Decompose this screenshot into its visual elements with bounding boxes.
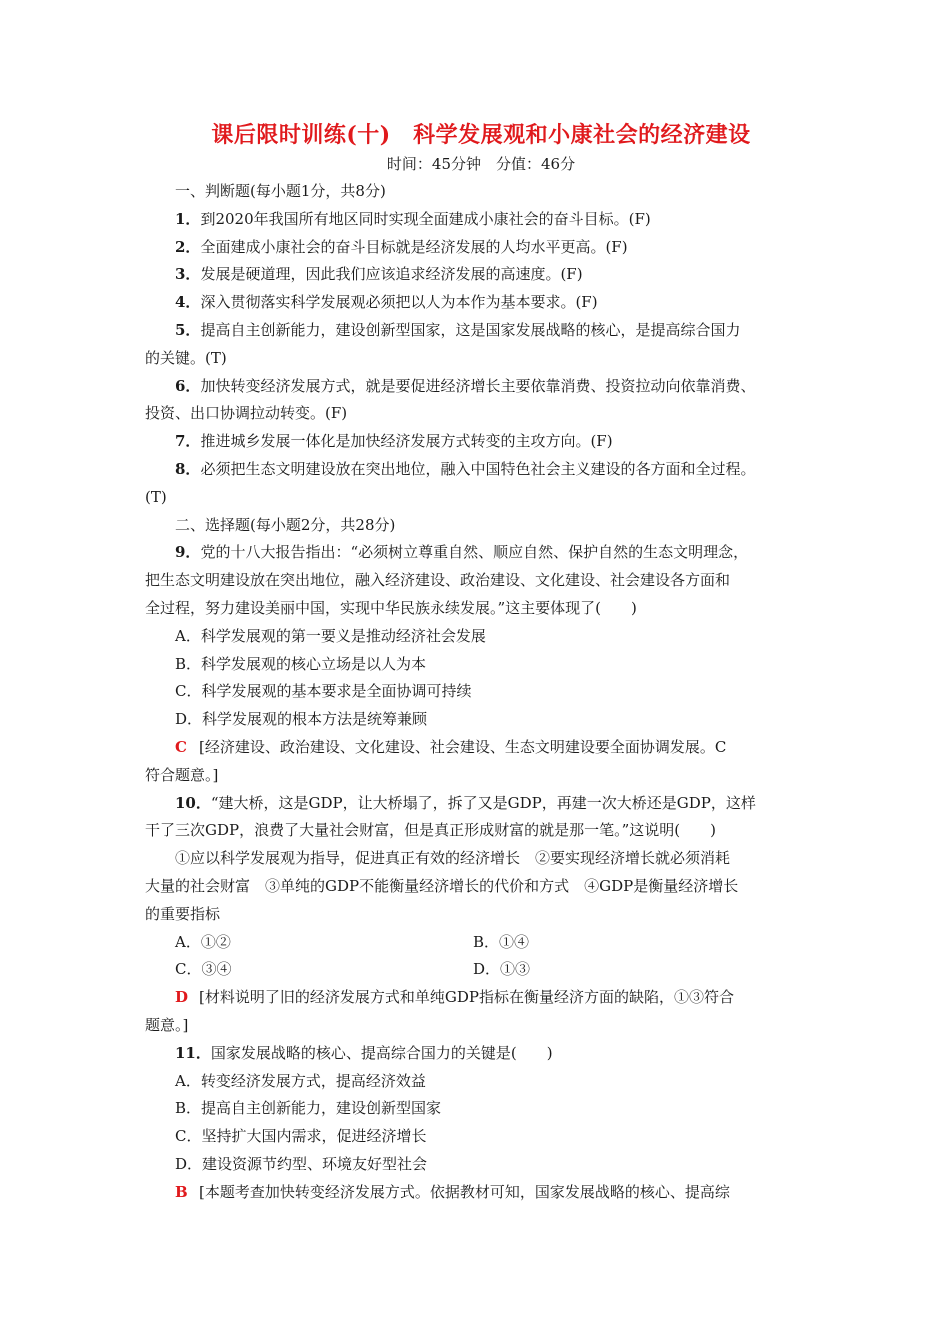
explanation-text: [本题考查加快转变经济发展方式。依据教材可知，国家发展战略的核心、提高综 — [199, 1182, 730, 1201]
tf-item — [145, 289, 817, 317]
option-c[interactable]: C．坚持扩大国内需求，促进经济增长 — [175, 1127, 427, 1146]
option-b[interactable]: B．科学发展观的核心立场是以人为本 — [175, 654, 427, 673]
option-c[interactable]: C．科学发展观的基本要求是全面协调可持续 — [175, 682, 472, 701]
line-text: 把生态文明建设放在突出地位，融入经济建设、政治建设、文化建设、社会建设各方面和 — [145, 571, 731, 590]
question-9-options — [145, 623, 817, 734]
option-c[interactable]: C．③④ — [175, 960, 232, 979]
line-text: 到2020年我国所有地区同时实现全面建成小康社会的奋斗目标。(F) — [200, 209, 651, 228]
question-10-options-row1 — [145, 929, 817, 957]
true-false-list — [145, 206, 817, 512]
question-10-answer — [145, 984, 817, 1040]
tf-item — [145, 428, 817, 456]
explanation-text: [经济建设、政治建设、文化建设、社会建设、生态文明建设要全面协调发展。C — [199, 737, 727, 756]
question-number: 7． — [175, 432, 201, 451]
question-11-stem — [145, 1040, 817, 1068]
text-line — [145, 373, 817, 401]
section2-heading: 二、选择题(每小题2分，共28分) — [175, 515, 396, 534]
line-text: 提高自主创新能力，建设创新型国家，这是国家发展战略的核心，是提高综合国力 — [200, 320, 741, 339]
option-d[interactable]: D．①③ — [473, 960, 531, 979]
explanation-line — [145, 762, 817, 790]
explanation-text: 符合题意。] — [145, 765, 219, 784]
answer-letter: D — [175, 988, 189, 1007]
text-line — [145, 539, 817, 567]
option-a[interactable]: A．转变经济发展方式，提高经济效益 — [175, 1071, 426, 1090]
text-line — [145, 595, 817, 623]
text-line — [145, 289, 817, 317]
text-line — [145, 790, 817, 818]
question-number: 5． — [175, 320, 201, 339]
answer-letter: B — [175, 1182, 188, 1201]
explanation-line — [145, 734, 817, 762]
text-line — [145, 206, 817, 234]
question-number: 10． — [175, 793, 211, 812]
page-title: 课后限时训练(十) 科学发展观和小康社会的经济建设 — [211, 122, 751, 148]
question-11-options — [145, 1068, 817, 1179]
option-a[interactable]: A．①② — [175, 932, 231, 951]
text-line — [145, 456, 817, 484]
tf-item — [145, 234, 817, 262]
explanation-line — [145, 1012, 817, 1040]
worksheet-page — [145, 118, 817, 1206]
statement-line: 大量的社会财富 ③单纯的GDP不能衡量经济增长的代价和方式 ④GDP是衡量经济增长 — [145, 876, 739, 895]
option-a[interactable]: A．科学发展观的第一要义是推动经济社会发展 — [175, 626, 486, 645]
line-text: 投资、出口协调拉动转变。(F) — [145, 404, 348, 423]
line-text: 的关键。(T) — [145, 348, 227, 367]
line-text: 干了三次GDP，浪费了大量社会财富，但是真正形成财富的就是那一笔。”这说明( ) — [145, 821, 716, 840]
tf-item — [145, 373, 817, 429]
line-text: 全面建成小康社会的奋斗目标就是经济发展的人均水平更高。(F) — [200, 237, 628, 256]
line-text: 全过程，努力建设美丽中国，实现中华民族永续发展。”这主要体现了( ) — [145, 598, 637, 617]
question-11-answer — [145, 1179, 817, 1207]
text-line — [145, 234, 817, 262]
option-d[interactable]: D．建设资源节约型、环境友好型社会 — [175, 1154, 428, 1173]
question-number: 4． — [175, 293, 201, 312]
text-line — [145, 817, 817, 845]
line-text: “建大桥，这是GDP，让大桥塌了，拆了又是GDP，再建一次大桥还是GDP，这样 — [210, 793, 756, 812]
text-line — [145, 345, 817, 373]
question-number: 1． — [175, 209, 201, 228]
line-text: 国家发展战略的核心、提高综合国力的关键是( ) — [210, 1043, 553, 1062]
question-number: 9． — [175, 543, 201, 562]
section1-heading: 一、判断题(每小题1分，共8分) — [175, 182, 386, 200]
question-number: 3． — [175, 265, 201, 284]
explanation-line — [145, 1179, 817, 1207]
question-number: 8． — [175, 459, 201, 478]
text-line — [145, 261, 817, 289]
answer-letter: C — [175, 737, 187, 756]
text-line — [145, 1040, 817, 1068]
line-text: 推进城乡发展一体化是加快经济发展方式转变的主攻方向。(F) — [200, 432, 613, 451]
question-10-stem — [145, 790, 817, 846]
option-b[interactable]: B．①④ — [473, 932, 530, 951]
line-text: 必须把生态文明建设放在突出地位，融入中国特色社会主义建设的各方面和全过程。 — [200, 459, 756, 478]
question-number: 6． — [175, 376, 201, 395]
question-10-statements — [145, 845, 817, 928]
explanation-text: 题意。] — [145, 1015, 189, 1034]
question-10 — [145, 790, 817, 1040]
question-number: 11． — [175, 1043, 211, 1062]
statement-line: 的重要指标 — [145, 904, 221, 923]
question-9-answer — [145, 734, 817, 790]
line-text: 发展是硬道理，因此我们应该追求经济发展的高速度。(F) — [200, 265, 583, 284]
tf-item — [145, 456, 817, 512]
tf-item — [145, 206, 817, 234]
explanation-text: [材料说明了旧的经济发展方式和单纯GDP指标在衡量经济方面的缺陷，①③符合 — [199, 988, 734, 1007]
line-text: (T) — [145, 487, 167, 506]
question-11 — [145, 1040, 817, 1207]
text-line — [145, 400, 817, 428]
line-text: 加快转变经济发展方式，就是要促进经济增长主要依靠消费、投资拉动向依靠消费、 — [200, 376, 756, 395]
text-line — [145, 428, 817, 456]
text-line — [145, 567, 817, 595]
option-b[interactable]: B．提高自主创新能力，建设创新型国家 — [175, 1099, 442, 1118]
explanation-line — [145, 984, 817, 1012]
text-line — [145, 317, 817, 345]
question-10-options-row2 — [145, 956, 817, 984]
tf-item — [145, 317, 817, 373]
text-line — [145, 484, 817, 512]
line-text: 党的十八大报告指出：“必须树立尊重自然、顺应自然、保护自然的生态文明理念， — [200, 543, 749, 562]
time-score-info: 时间：45分钟 分值：46分 — [386, 155, 576, 173]
question-9 — [145, 539, 817, 789]
line-text: 深入贯彻落实科学发展观必须把以人为本作为基本要求。(F) — [200, 293, 598, 312]
question-9-stem — [145, 539, 817, 622]
option-d[interactable]: D．科学发展观的根本方法是统筹兼顾 — [175, 710, 428, 729]
statement-line: ①应以科学发展观为指导，促进真正有效的经济增长 ②要实现经济增长就必须消耗 — [175, 849, 731, 868]
tf-item — [145, 261, 817, 289]
question-number: 2． — [175, 237, 201, 256]
